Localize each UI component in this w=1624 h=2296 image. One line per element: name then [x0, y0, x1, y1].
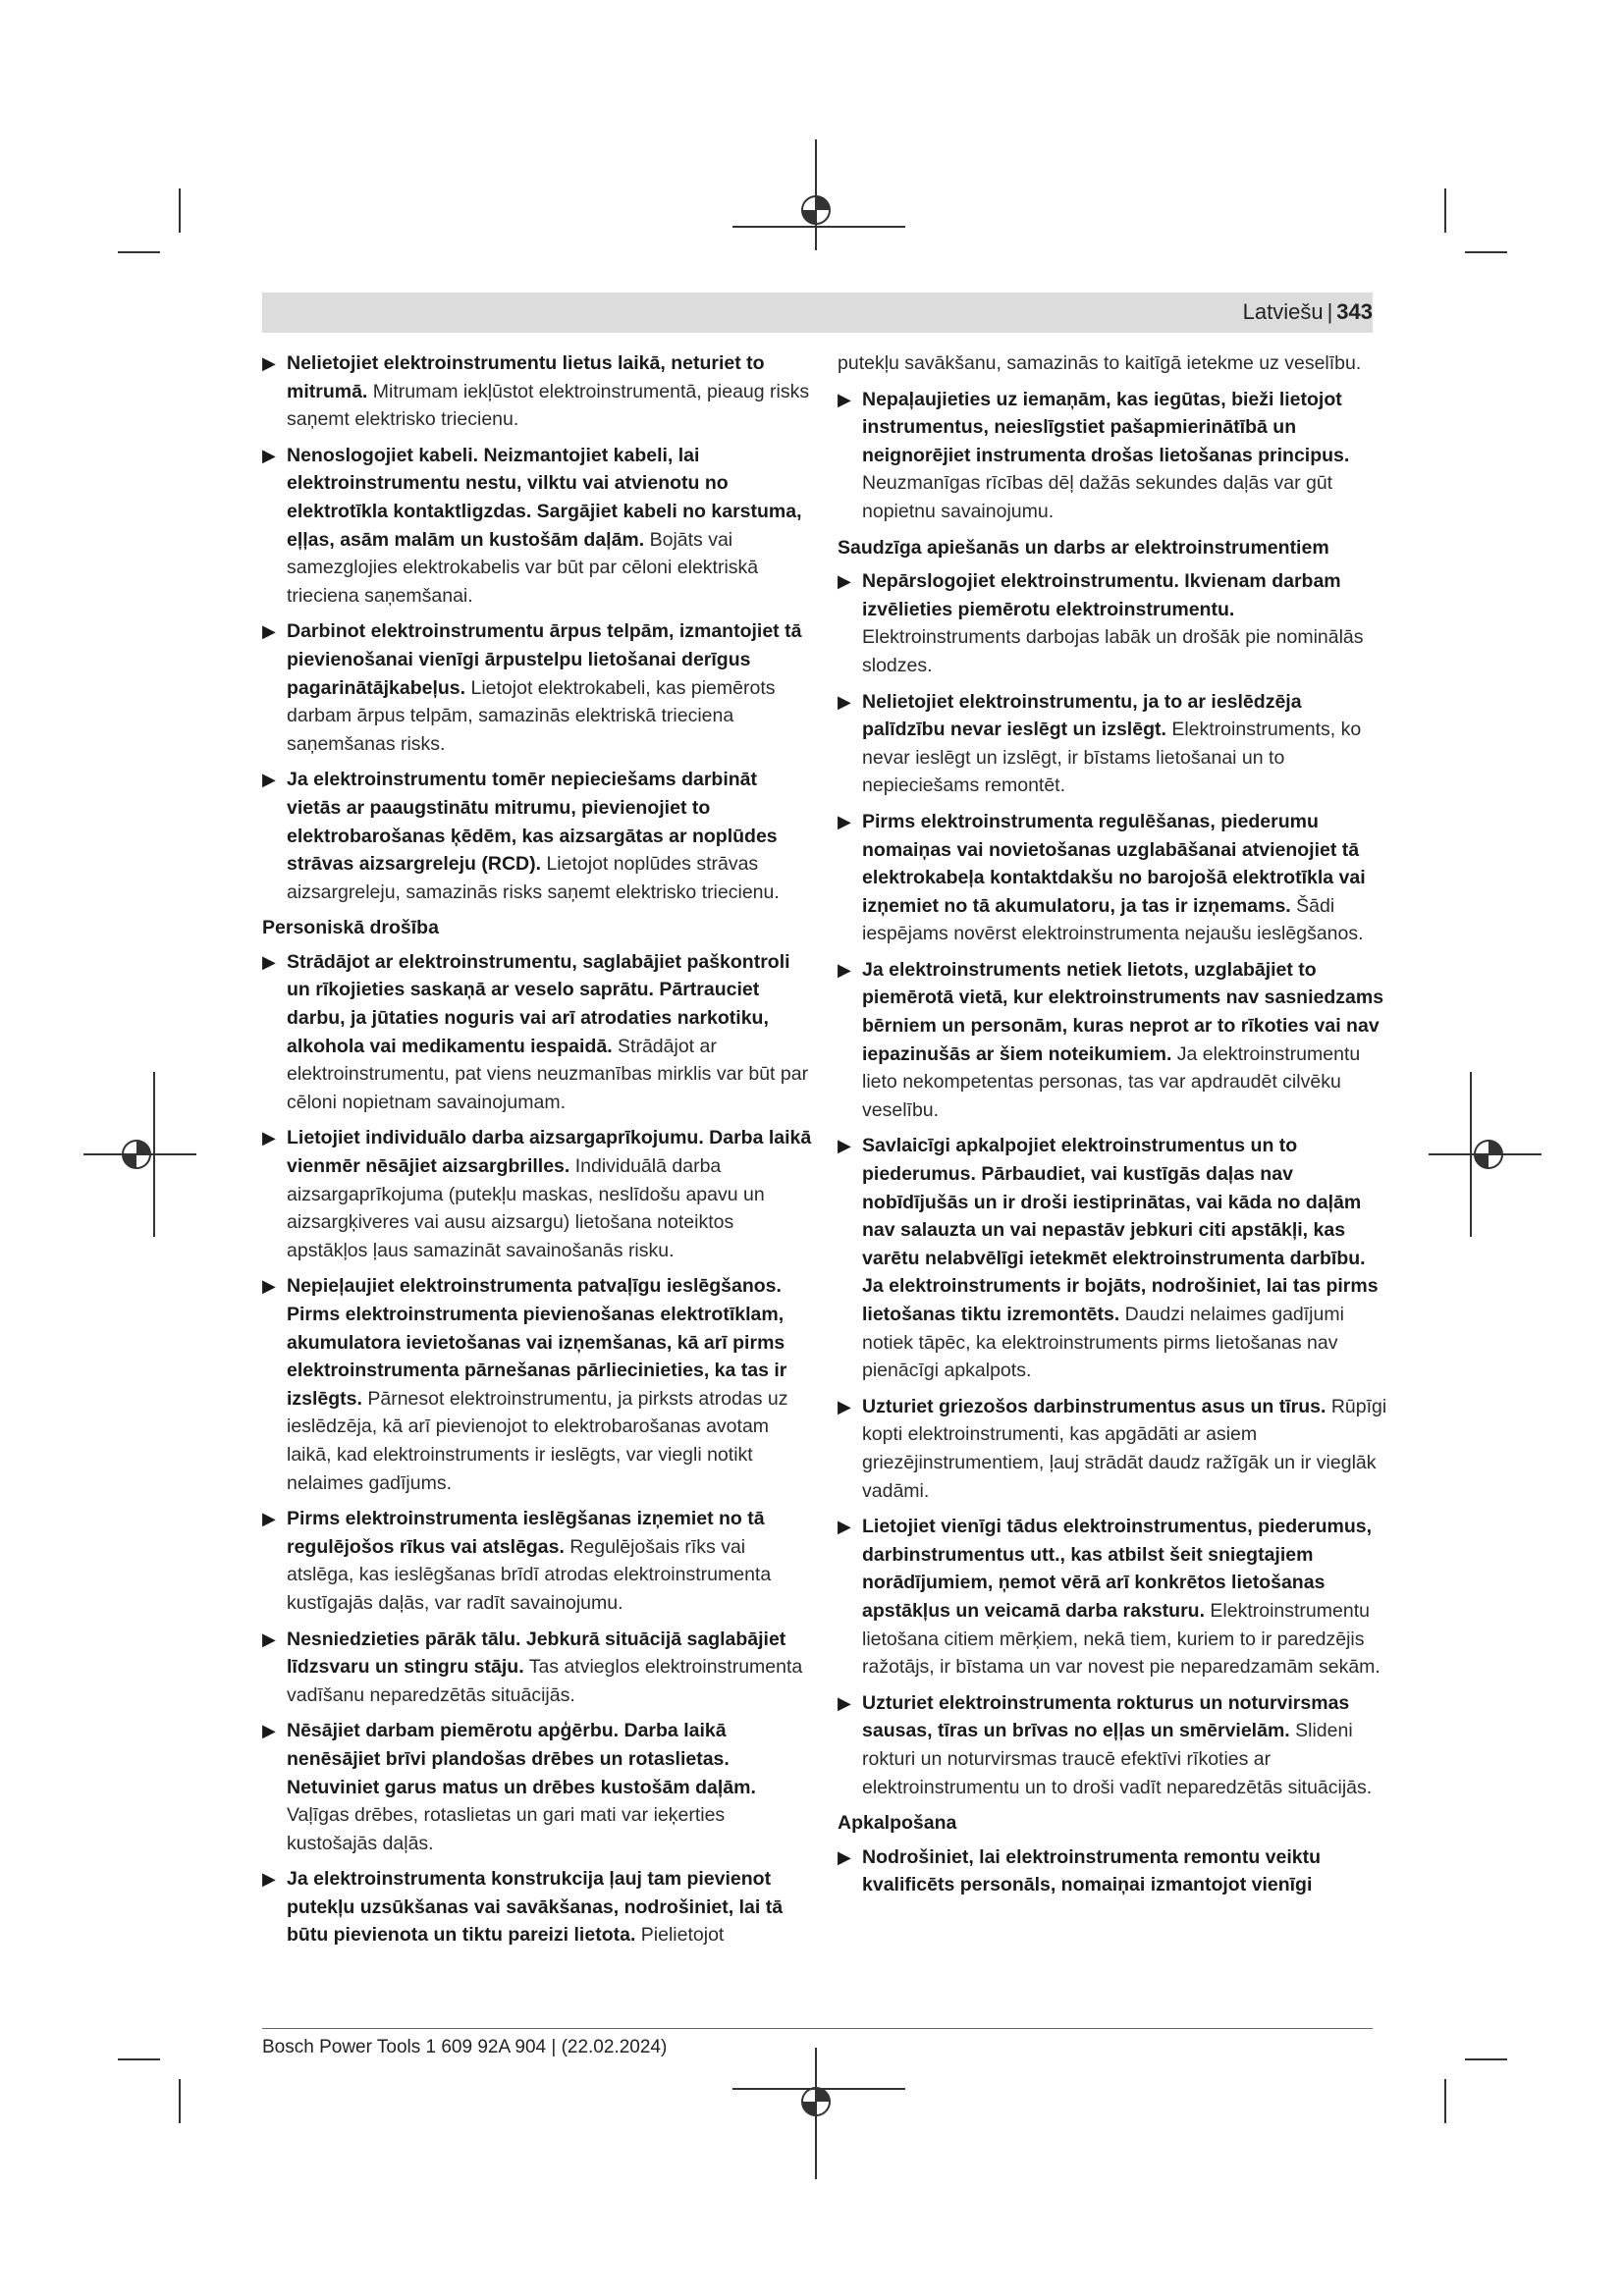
- section-title-personal-safety: Personiskā drošība: [262, 917, 439, 939]
- section-title-service: Apkalpošana: [838, 1812, 957, 1835]
- right-column: [838, 349, 1387, 1907]
- bullet-bold-text: Strādājot ar elektroinstrumentu, saglabājiet paškontroli un rīkojieties saskaņā ar veselo saprātu. Pārtrauciet darbu, ja jūtaties noguris vai arī atrodaties narkotiku, alkohola vai medikamentu iespaidā.: [287, 950, 790, 1057]
- bullet-item: [262, 349, 812, 434]
- bullet-normal-text: Rūpīgi kopti elektroinstrumenti, kas apgādāti ar asiem griezējinstrumentiem, ļauj strādāt daudz ražīgāk un ir vieglāk vadāmi.: [862, 1395, 1387, 1502]
- bullet-bold-text: Uzturiet griezošos darbinstrumentus asus un tīrus.: [862, 1395, 1326, 1417]
- bullet-item: [262, 948, 812, 1117]
- bullet-normal-text: Lietojot noplūdes strāvas aizsargreleju, samazinās risks saņemt elektrisko triecienu.: [287, 853, 780, 903]
- bullet-item: [838, 808, 1387, 948]
- bullet-bold-text: Nodrošiniet, lai elektroinstrumenta remontu veiktu kvalificēts personāls, nomaiņai izmantojot vienīgi: [862, 1845, 1322, 1896]
- bullet-bold-text: Nepārslogojiet elektroinstrumentu. Ikvienam darbam izvēlieties piemērotu elektroinstrumentu.: [862, 570, 1341, 620]
- bullet-arrow-icon: ▶: [262, 621, 276, 642]
- bullet-item: [262, 442, 812, 611]
- bullet-arrow-icon: ▶: [838, 1517, 851, 1537]
- right-care-list: [838, 567, 1387, 1801]
- bullet-bold-text: Lietojiet vienīgi tādus elektroinstrumentus, piederumus, darbinstrumentus utt., kas atbilst šeit sniegtajiem norādījumiem, ņemot vērā arī konkrētos lietošanas apstākļus un veicamā darba raksturu.: [862, 1516, 1373, 1622]
- bullet-normal-text: Individuālā darba aizsargaprīkojuma (putekļu maskas, neslīdošu apavu un aizsargķiveres vai ausu aizsargu) lietošana noteiktos apstākļos ļaus samazināt savainošanās risku.: [287, 1155, 765, 1261]
- section-title-tool-care: Saudzīga apiešanās un darbs ar elektroinstrumentiem: [838, 536, 1329, 559]
- bullet-bold-text: Ja elektroinstrumentu tomēr nepieciešams darbināt vietās ar paaugstinātu mitrumu, pievienojiet to elektrobarošanas ķēdēm, kas aizsargātas ar noplūdes strāvas aizsargreleju (RCD).: [287, 769, 778, 876]
- bullet-normal-text: Ja elektroinstrumentu lieto nekompetentas personas, tas var apdraudēt cilvēku veselību.: [862, 1042, 1361, 1121]
- bullet-bold-text: Nenoslogojiet kabeli. Neizmantojiet kabeli, lai elektroinstrumentu nestu, vilktu vai atvienotu no elektrotīkla kontaktligzdas. Sargājiet kabeli no karstuma, eļļas, asām malām un kustošām daļām.: [287, 444, 802, 551]
- bullet-normal-text: Regulējošais rīks vai atslēga, kas ieslēgšanas brīdī atrodas elektroinstrumenta kustīgajās daļās, var radīt savainojumu.: [287, 1535, 772, 1614]
- bullet-bold-text: Savlaicīgi apkalpojiet elektroinstrumentus un to piederumus. Pārbaudiet, vai kustīgās daļas nav nobīdījušās un ir droši iestiprinātas, vai kāda no daļām nav salauzta un vai nepastāv jebkuri citi apstākļi, kas varētu nelabvēlīgi ietekmēt elektroinstrumenta darbību. Ja elektroinstruments ir bojāts, nodrošiniet, lai tas pirms lietošanas tiktu izremontēts.: [862, 1135, 1379, 1325]
- bullet-item: [262, 1272, 812, 1497]
- bullet-item: [262, 617, 812, 758]
- header-language: Latviešu: [1242, 299, 1324, 324]
- bullet-arrow-icon: ▶: [838, 959, 851, 980]
- bullet-arrow-icon: ▶: [838, 811, 851, 831]
- bullet-bold-text: Darbinot elektroinstrumentu ārpus telpām, izmantojiet tā pievienošanai vienīgi ārpustelpu lietošanai derīgus pagarinātājkabeļus.: [287, 620, 802, 699]
- bullet-arrow-icon: ▶: [262, 1276, 276, 1297]
- bullet-item: [838, 1843, 1387, 1899]
- header-band: [262, 293, 1373, 333]
- bullet-arrow-icon: ▶: [262, 951, 276, 972]
- top-target-fill-2: [802, 210, 816, 224]
- bullet-item: [262, 1626, 812, 1710]
- bullet-bold-text: Pirms elektroinstrumenta regulēšanas, piederumu nomaiņas vai novietošanas uzglabāšanai atvienojiet tā elektrokabeļa kontaktdakšu no barojošā elektrotīkla vai izņemiet no tā akumulatoru, ja tas ir izņemams.: [862, 810, 1366, 917]
- bullet-item: [838, 688, 1387, 800]
- right-service-list: [838, 1843, 1387, 1899]
- bullet-arrow-icon: ▶: [262, 1629, 276, 1649]
- bullet-arrow-icon: ▶: [838, 1692, 851, 1713]
- bullet-item: [838, 1513, 1387, 1682]
- top-target-fill: [816, 196, 830, 210]
- bullet-normal-text: Vaļīgas drēbes, rotaslietas un gari mati var ieķerties kustošajās daļās.: [287, 1804, 726, 1854]
- bullet-normal-text: Slideni rokturi un noturvirsmas traucē efektīvi rīkoties ar elektroinstrumentu un to droši vadīt neparedzētās situācijās.: [862, 1720, 1373, 1798]
- bottom-target-fill-2: [802, 2102, 816, 2115]
- right-target-fill-2: [1475, 1154, 1489, 1168]
- bullet-bold-text: Nepieļaujiet elektroinstrumenta patvaļīgu ieslēgšanos. Pirms elektroinstrumenta pievienošanas elektrotīklam, akumulatora ievietošanas vai izņemšanas, kā arī pirms elektroinstrumenta pārnešanas pārliecinieties, ka tas ir izslēgts.: [287, 1275, 787, 1410]
- bullet-normal-text: Tas atvieglos elektroinstrumenta vadīšanu neparedzētās situācijās.: [287, 1656, 803, 1706]
- bullet-item: [838, 1132, 1387, 1384]
- bullet-bold-text: Nesniedzieties pārāk tālu. Jebkurā situācijā saglabājiet līdzsvaru un stingru stāju.: [287, 1628, 786, 1679]
- right-top-list: [838, 386, 1387, 526]
- bullet-arrow-icon: ▶: [262, 1509, 276, 1529]
- bullet-normal-text: Pārnesot elektroinstrumentu, ja pirksts atrodas uz ieslēdzēja, kā arī pievienojot to elektrobarošanas avotam laikā, kad elektroinstruments ir ieslēgts, var viegli notikt nelaimes gadījums.: [287, 1387, 788, 1494]
- bullet-arrow-icon: ▶: [838, 1136, 851, 1156]
- bullet-normal-text: Elektroinstruments, ko nevar ieslēgt un izslēgt, ir bīstams lietošanai un to nepieciešams remontēt.: [862, 719, 1362, 797]
- left-personal-list: [262, 948, 812, 1949]
- bullet-normal-text: Mitrumam iekļūstot elektroinstrumentā, pieaug risks saņemt elektrisko triecienu.: [287, 380, 810, 431]
- right-target-fill: [1489, 1141, 1502, 1154]
- bottom-target-fill: [816, 2088, 830, 2102]
- bullet-arrow-icon: ▶: [262, 353, 276, 373]
- bullet-arrow-icon: ▶: [838, 691, 851, 712]
- bullet-arrow-icon: ▶: [262, 1869, 276, 1890]
- bullet-arrow-icon: ▶: [262, 1128, 276, 1148]
- bullet-arrow-icon: ▶: [262, 1721, 276, 1741]
- bullet-item: [838, 567, 1387, 679]
- bullet-item: [262, 1505, 812, 1617]
- left-target-fill: [136, 1141, 150, 1154]
- header-separator: |: [1326, 299, 1333, 324]
- footer-rule: [262, 2028, 1373, 2029]
- bullet-bold-text: Nelietojiet elektroinstrumentu lietus laikā, neturiet to mitrumā.: [287, 352, 765, 402]
- bullet-normal-text: Lietojot elektrokabeli, kas piemērots darbam ārpus telpām, samazinās elektriskā trieciena saņemšanas risks.: [287, 676, 776, 755]
- bullet-item: [838, 1689, 1387, 1801]
- bullet-bold-text: Nēsājiet darbam piemērotu apģērbu. Darba laikā nenēsājiet brīvi plandošas drēbes un rotaslietas. Netuviniet garus matus un drēbes kustošām daļām.: [287, 1720, 756, 1798]
- bullet-item: [838, 956, 1387, 1125]
- bullet-arrow-icon: ▶: [838, 1846, 851, 1867]
- bullet-normal-text: Pielietojot: [635, 1924, 725, 1947]
- bullet-bold-text: Nelietojiet elektroinstrumentu, ja to ar ieslēdzēja palīdzību nevar ieslēgt un izslēgt.: [862, 690, 1302, 741]
- bullet-arrow-icon: ▶: [262, 445, 276, 465]
- bullet-normal-text: Elektroinstrumentu lietošana citiem mērķiem, nekā tiem, kuriem to ir paredzējis ražotājs, ir bīstama un var novest pie neparedzamām sekām.: [862, 1599, 1380, 1679]
- bullet-item: [262, 766, 812, 906]
- bullet-arrow-icon: ▶: [838, 1396, 851, 1416]
- bullet-bold-text: Pirms elektroinstrumenta ieslēgšanas izņemiet no tā regulējošos rīkus vai atslēgas.: [287, 1508, 765, 1558]
- page-header: [1243, 297, 1373, 327]
- bullet-bold-text: Ja elektroinstrumenta konstrukcija ļauj tam pievienot putekļu uzsūkšanas vai savākšanas, nodrošiniet, lai tā būtu pievienota un tiktu pareizi lietota.: [287, 1868, 784, 1947]
- bullet-item: [838, 1393, 1387, 1505]
- bullet-item: [262, 1124, 812, 1264]
- bullet-item: [262, 1717, 812, 1857]
- bullet-normal-text: Elektroinstruments darbojas labāk un drošāk pie nominālās slodzes.: [862, 626, 1364, 676]
- bullet-normal-text: Daudzi nelaimes gadījumi notiek tāpēc, ka elektroinstruments pirms lietošanas nav pienācīgi apkalpots.: [862, 1304, 1344, 1382]
- bullet-normal-text: Neuzmanīgas rīcības dēļ dažās sekundes daļās var gūt nopietnu savainojumu.: [862, 472, 1333, 522]
- bullet-arrow-icon: ▶: [838, 389, 851, 409]
- bullet-item: [838, 386, 1387, 526]
- bullet-normal-text: Šādi iespējams novērst elektroinstrumenta nejaušu ieslēgšanos.: [862, 894, 1364, 945]
- bullet-normal-text: Bojāts vai samezglojies elektrokabelis var būt par cēloni elektriskā trieciena saņemšanai.: [287, 528, 759, 607]
- left-target-fill-2: [123, 1154, 136, 1168]
- left-top-list: [262, 349, 812, 906]
- bullet-bold-text: Lietojiet individuālo darba aizsargaprīkojumu. Darba laikā vienmēr nēsājiet aizsargbrilles.: [287, 1127, 812, 1178]
- continuation-text: putekļu savākšanu, samazinās to kaitīgā ietekme uz veselību.: [838, 352, 1362, 374]
- page-number: 343: [1336, 299, 1373, 324]
- bullet-arrow-icon: ▶: [838, 571, 851, 592]
- page-footer: Bosch Power Tools 1 609 92A 904 | (22.02.2024): [262, 2037, 668, 2057]
- bullet-arrow-icon: ▶: [262, 770, 276, 790]
- bullet-bold-text: Nepaļaujieties uz iemaņām, kas iegūtas, bieži lietojot instrumentus, neieslīgstiet pašapmierinātībā un neignorējiet instrumenta drošas lietošanas principus.: [862, 388, 1350, 466]
- bullet-bold-text: Ja elektroinstruments netiek lietots, uzglabājiet to piemērotā vietā, kur elektroinstruments nav sasniedzams bērniem un personām, kuras neprot ar to rīkoties vai nav iepazinušās ar šiem noteikumiem.: [862, 958, 1384, 1065]
- bullet-normal-text: Strādājot ar elektroinstrumentu, pat viens neuzmanības mirklis var būt par cēloni nopietnam savainojumam.: [287, 1035, 809, 1113]
- left-column: [262, 349, 812, 1957]
- bullet-bold-text: Uzturiet elektroinstrumenta rokturus un noturvirsmas sausas, tīras un brīvas no eļļas un smērvielām.: [862, 1691, 1350, 1742]
- bullet-item: [262, 1865, 812, 1949]
